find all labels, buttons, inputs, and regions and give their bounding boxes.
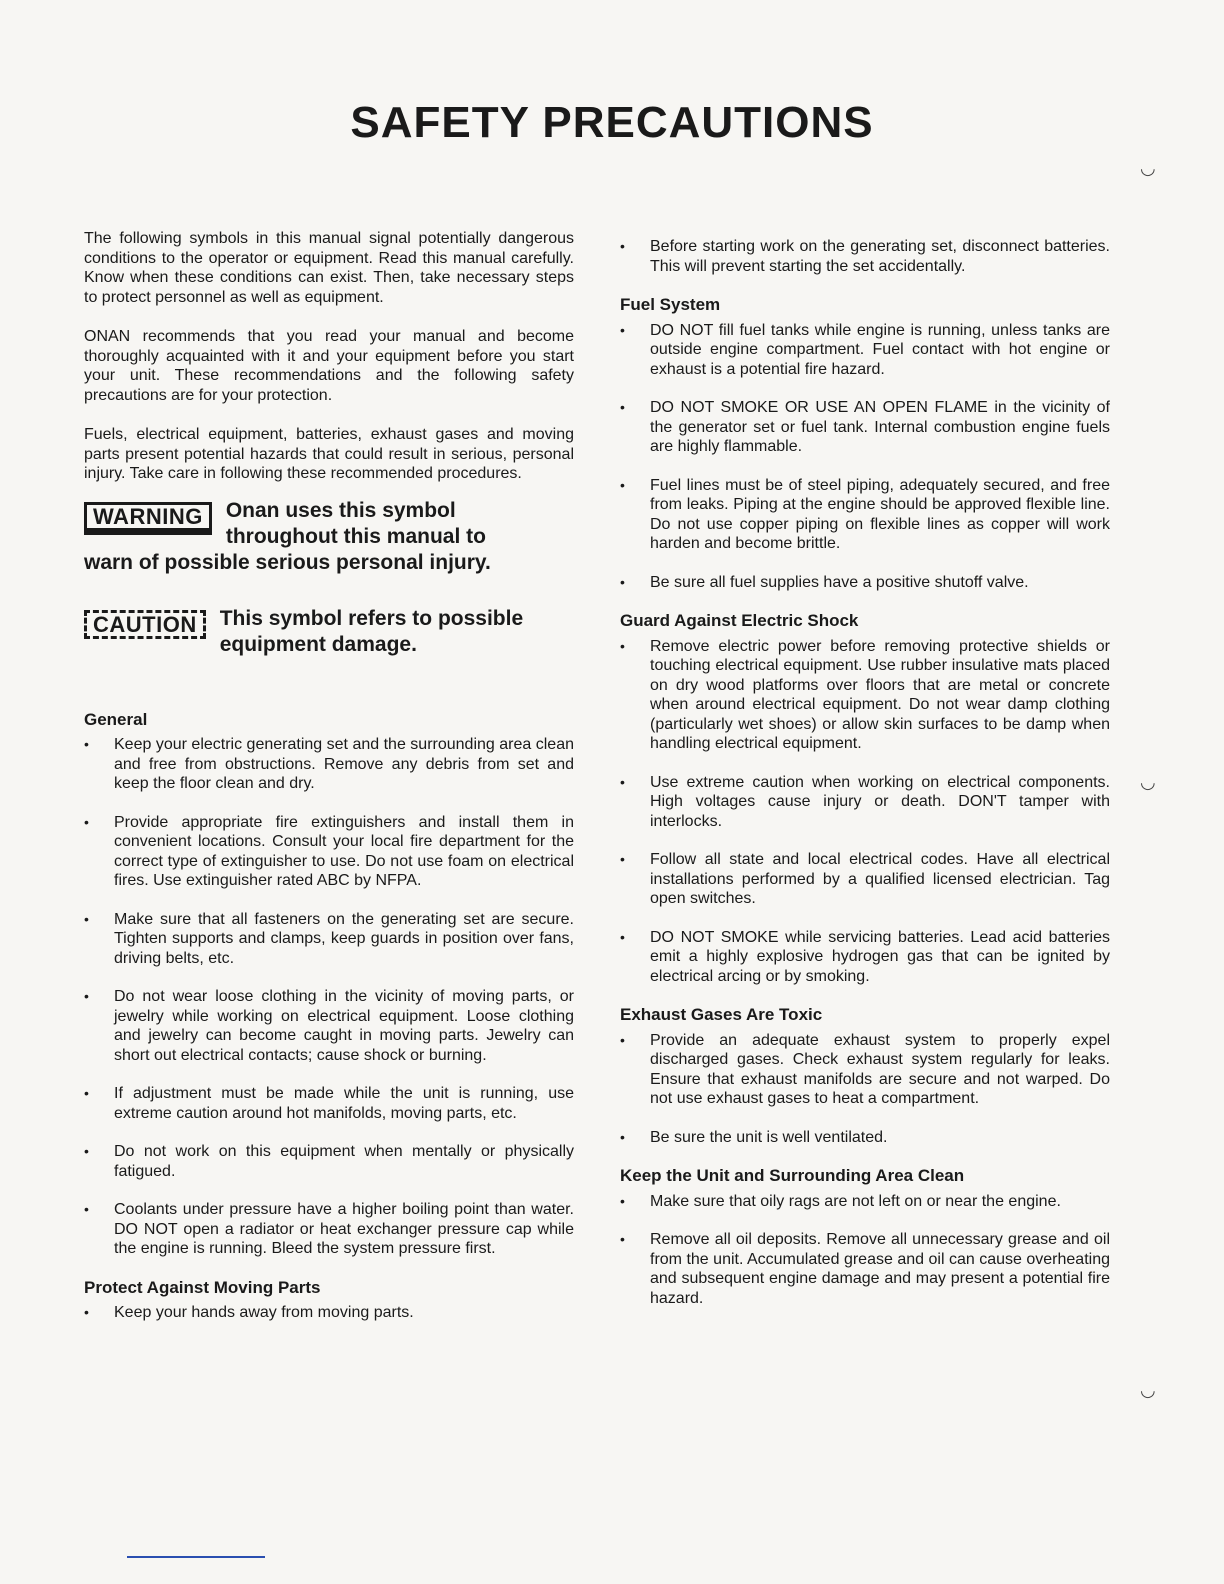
section-heading: Protect Against Moving Parts: [84, 1277, 321, 1297]
list-item: [620, 1230, 1110, 1308]
list-item: [620, 237, 1110, 276]
intro-paragraph: ONAN recommends that you read your manual and become thoroughly acquainted with it and your equipment before you start your unit. These recommendations and the following safety precautions are for your protection.: [84, 328, 574, 404]
bullet-list: [84, 735, 574, 1259]
list-item: [84, 910, 574, 969]
list-item-text: Coolants under pressure have a higher boiling point than water. DO NOT open a radiator or heat exchanger pressure cap while the engine is running. Bleed the system pressure first.: [114, 1201, 574, 1257]
caution-text-line: This symbol refers to possible: [219, 606, 524, 630]
list-item: [84, 987, 574, 1065]
scan-mark-icon: ◡: [1140, 158, 1156, 178]
list-item-text: Before starting work on the generating set, disconnect batteries. This will prevent starting the set accidentally.: [650, 238, 1110, 275]
list-item: [620, 637, 1110, 754]
list-item-text: Provide appropriate fire extinguishers and install them in convenient locations. Consult your local fire department for the correct type of extinguisher to use. Do not use foam on electrical fires. Use extinguisher rated ABC by NFPA.: [114, 813, 574, 889]
warning-description: [226, 498, 486, 550]
list-item: [620, 773, 1110, 832]
list-item: [620, 928, 1110, 987]
bullet-icon: •: [84, 1201, 89, 1217]
warning-text-tail: warn of possible serious personal injury.: [84, 550, 491, 574]
list-item: [84, 1200, 574, 1259]
intro-paragraph: Fuels, electrical equipment, batteries, exhaust gases and moving parts present potential hazards that could result in serious, personal injury. Take care in following these recommended procedures.: [84, 426, 574, 482]
warning-symbol-block: [84, 498, 574, 550]
bullet-icon: •: [84, 1304, 89, 1320]
section-heading: Exhaust Gases Are Toxic: [620, 1005, 823, 1024]
list-item: [620, 1031, 1110, 1109]
caution-text-line: equipment damage.: [219, 632, 417, 656]
bullet-icon: •: [620, 1128, 625, 1145]
list-item-text: If adjustment must be made while the unit is running, use extreme caution around hot manifolds, moving parts, etc.: [114, 1085, 574, 1122]
left-column: [84, 229, 574, 1342]
bullet-list: [620, 1192, 1110, 1309]
list-item-text: Be sure the unit is well ventilated.: [650, 1128, 888, 1146]
list-item: [84, 735, 574, 794]
intro-paragraph: The following symbols in this manual signal potentially dangerous conditions to the operator or equipment. Read this manual carefully. Know when these conditions can exist. Then, take necessary steps to protect personnel as well as equipment.: [84, 230, 574, 306]
caution-badge-icon: CAUTION: [84, 610, 206, 640]
right-column: [620, 237, 1110, 1327]
warning-text-line: throughout this manual to: [225, 524, 486, 548]
page-title: SAFETY PRECAUTIONS: [350, 98, 874, 147]
bullet-icon: •: [620, 321, 625, 338]
section-heading: Fuel System: [620, 295, 721, 314]
list-item: [84, 1303, 574, 1323]
list-item: [84, 813, 574, 891]
footer-rule: [127, 1556, 265, 1558]
bullet-icon: •: [84, 1143, 89, 1159]
right-sections: [620, 295, 1110, 1308]
bullet-icon: •: [620, 476, 625, 493]
list-item-text: Make sure that all fasteners on the generating set are secure. Tighten supports and clamps, keep guards in position over fans, driving belts, etc.: [114, 910, 574, 967]
bullet-icon: •: [84, 736, 89, 752]
caution-symbol-block: [84, 606, 574, 658]
list-item: [620, 1128, 1110, 1148]
bullet-icon: •: [620, 1192, 625, 1209]
list-item-text: Use extreme caution when working on electrical components. High voltages cause injury or death. DON'T tamper with interlocks.: [650, 773, 1110, 830]
section-heading: Guard Against Electric Shock: [620, 611, 859, 630]
bullet-list: [620, 637, 1110, 987]
warning-text-line: Onan uses this symbol: [225, 498, 456, 522]
bullet-icon: •: [620, 928, 625, 945]
warning-badge-icon: WARNING: [84, 502, 212, 536]
list-item-text: Do not work on this equipment when mentally or physically fatigued.: [114, 1143, 574, 1180]
list-item-text: Be sure all fuel supplies have a positive shutoff valve.: [650, 573, 1029, 591]
list-item-text: Make sure that oily rags are not left on or near the engine.: [650, 1192, 1061, 1210]
list-item-text: DO NOT fill fuel tanks while engine is running, unless tanks are outside engine compartment. Fuel contact with hot engine or exhaust is a potential fire hazard.: [650, 321, 1110, 378]
list-item: [84, 1142, 574, 1181]
bullet-icon: •: [620, 1231, 625, 1247]
list-item: [84, 1084, 574, 1123]
list-item-text: Remove electric power before removing protective shields or touching electrical equipment. Use rubber insulative mats placed on dry wood platforms over floors that are metal or concrete when around electrical equipment. Do not wear damp clothing (particularly wet shoes) or allow skin surfaces to be damp when handling electrical equipment.: [650, 637, 1110, 752]
bullet-icon: •: [84, 813, 89, 830]
bullet-icon: •: [620, 573, 625, 590]
bullet-icon: •: [84, 988, 89, 1004]
list-item-text: Keep your electric generating set and the surrounding area clean and free from obstructions. Remove any debris from set and keep the floor clean and dry.: [114, 736, 574, 792]
left-sections: [84, 710, 574, 1323]
list-item: [620, 1192, 1110, 1212]
list-item-text: Keep your hands away from moving parts.: [114, 1304, 414, 1321]
list-item: [620, 321, 1110, 380]
bullet-icon: •: [620, 238, 625, 254]
bullet-list: [620, 237, 1110, 276]
list-item-text: DO NOT SMOKE OR USE AN OPEN FLAME in the vicinity of the generator set or fuel tank. Internal combustion engine fuels are highly flammable.: [650, 399, 1110, 455]
bullet-icon: •: [620, 851, 625, 867]
list-item-text: Provide an adequate exhaust system to properly expel discharged gases. Check exhaust system regularly for leaks. Ensure that exhaust manifolds are secure and not warped. Do not use exhaust gases to heat a compartment.: [650, 1031, 1110, 1107]
list-item: [620, 398, 1110, 457]
list-item: [620, 573, 1110, 593]
list-item: [620, 476, 1110, 554]
list-item-text: Do not wear loose clothing in the vicinity of moving parts, or jewelry while working on electrical equipment. Loose clothing and jewelry can become caught in moving parts. Jewelry can short out electrical contacts; cause shock or burning.: [114, 988, 574, 1064]
scan-mark-icon: ◡: [1140, 772, 1156, 792]
list-item-text: Fuel lines must be of steel piping, adequately secured, and free from leaks. Piping at the engine should be approved flexible line. Do not use copper piping on flexible lines as copper will work harden and become brittle.: [650, 476, 1110, 552]
bullet-list: [620, 321, 1110, 593]
bullet-list: [620, 1031, 1110, 1148]
bullet-icon: •: [84, 1085, 89, 1101]
bullet-icon: •: [620, 1031, 625, 1048]
list-item-text: Follow all state and local electrical codes. Have all electrical installations performed by a qualified licensed electrician. Tag open switches.: [650, 851, 1110, 907]
bullet-icon: •: [620, 399, 625, 415]
section-heading: Keep the Unit and Surrounding Area Clean: [620, 1166, 965, 1185]
section-heading: General: [84, 709, 148, 729]
bullet-list: [84, 1303, 574, 1323]
caution-description: [220, 606, 523, 658]
list-item: [620, 850, 1110, 909]
list-item-text: DO NOT SMOKE while servicing batteries. Lead acid batteries emit a highly explosive hydrogen gas that can be ignited by electrical arcing or by smoking.: [650, 928, 1110, 985]
bullet-icon: •: [620, 773, 625, 790]
scan-mark-icon: ◡: [1140, 1380, 1156, 1400]
bullet-icon: •: [620, 637, 625, 654]
list-item-text: Remove all oil deposits. Remove all unnecessary grease and oil from the unit. Accumulated grease and oil can cause overheating and subsequent engine damage and may present a potential fire hazard.: [650, 1231, 1110, 1307]
bullet-icon: •: [84, 910, 89, 927]
